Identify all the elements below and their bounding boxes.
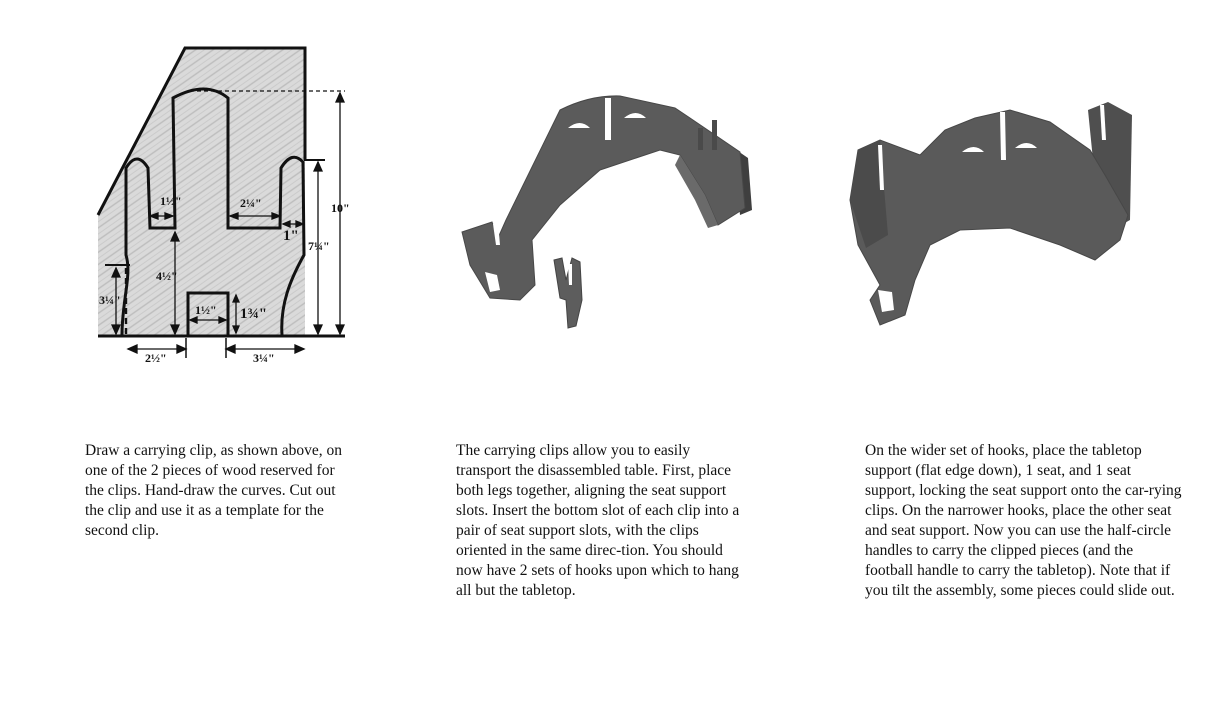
- label-right-step: 1": [283, 228, 299, 244]
- label-total-height: 10": [331, 201, 350, 215]
- label-mid-height: 4½": [156, 269, 178, 283]
- clip-photo-2: [835, 95, 1145, 335]
- label-slot-left-width: 1½": [160, 194, 182, 208]
- clip-photo-2-svg: [835, 95, 1145, 335]
- caption-1-text: Draw a carrying clip, as shown above, on one of the 2 pieces of wood reserved for the clips. Hand-draw the curves. Cut out the clip and use it as a template for the second clip.: [85, 442, 342, 539]
- caption-2-text: The carrying clips allow you to easily transport the disassembled table. First, place both legs together, aligning the seat support slots. Insert the bottom slot of each clip into a pair of seat support slots, with the clips oriented in the same direc-tion. You should now have 2 sets of hooks upon which to hang all but the tabletop.: [456, 442, 740, 599]
- caption-3-text: On the wider set of hooks, place the tabletop support (flat edge down), 1 seat, and 1 seat support, locking the seat support onto the car-rying clips. On the narrower hooks, place the other seat and seat support. Now you can use the half-circle handles to carry the clipped pieces (and the football handle to carry the tabletop). Note that if you tilt the assembly, some pieces could slide out.: [865, 442, 1182, 599]
- clip-diagram-svg: [80, 40, 380, 380]
- clip-photo-1-svg: [450, 85, 760, 340]
- caption-draw-clip: [85, 441, 355, 541]
- clip-photo-1: [450, 85, 760, 340]
- label-bottom-slot-width: 1½": [195, 303, 217, 317]
- small-slotted-piece: [554, 258, 582, 328]
- caption-wider-hooks: [865, 441, 1183, 601]
- label-bottom-right-width: 3¼": [253, 351, 275, 365]
- caption-carrying-clips: [456, 441, 748, 601]
- label-bottom-left-width: 2½": [145, 351, 167, 365]
- label-bottom-slot-height: 1¾": [240, 306, 268, 322]
- label-slot-right-width: 2¼": [240, 196, 262, 210]
- carrying-clip-diagram: [80, 40, 380, 380]
- label-left-side-height: 3¼": [99, 293, 121, 307]
- label-right-height: 7¼": [308, 239, 330, 253]
